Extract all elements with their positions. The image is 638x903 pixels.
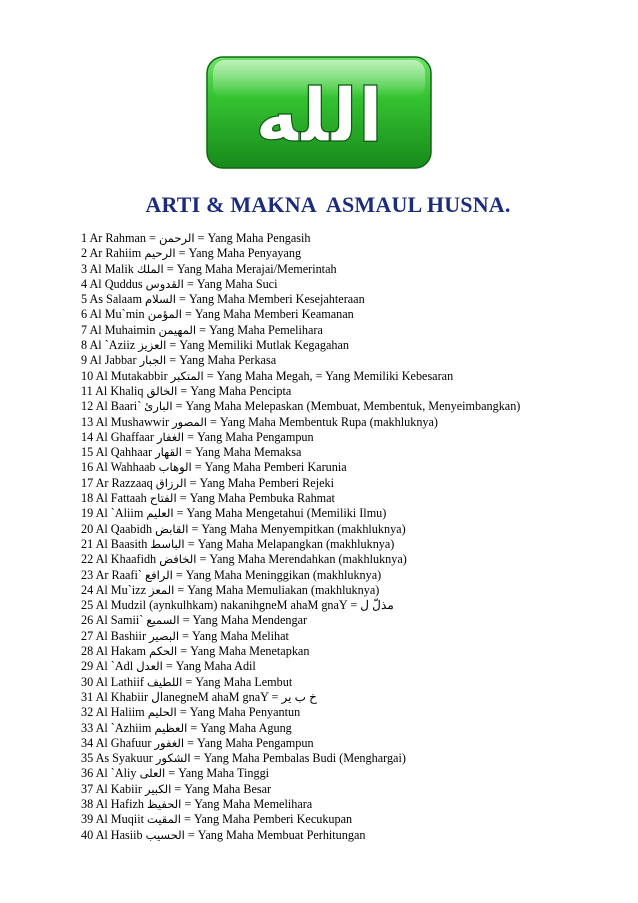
asmaul-husna-list xyxy=(81,231,621,843)
item-meaning: = Yang Maha Merajai/Memerintah xyxy=(166,261,337,276)
allah-calligraphy-logo xyxy=(205,55,433,170)
list-item xyxy=(81,476,621,491)
item-name: Ar Rahiim xyxy=(89,246,142,261)
item-name: Al Ghafuur xyxy=(95,735,152,750)
list-item xyxy=(81,828,621,843)
item-number: 14 xyxy=(81,429,94,444)
item-number: 11 xyxy=(81,383,93,398)
item-name: Al Khaafidh xyxy=(95,552,157,567)
list-item xyxy=(81,751,621,766)
item-meaning: = Yang Maha Pemberi Rejeki xyxy=(189,475,334,490)
item-number: 29 xyxy=(81,659,94,674)
item-arabic: الشكور xyxy=(155,751,191,766)
item-arabic: الوهاب xyxy=(158,460,192,475)
item-name: Al Khabiir xyxy=(95,689,149,704)
item-name: Ar Rahman = xyxy=(89,231,156,245)
item-meaning: = Yang Maha Penyayang xyxy=(178,246,302,261)
item-name: Al `Azhiim xyxy=(95,720,152,735)
list-item xyxy=(81,721,621,736)
item-name: Al Mudzil xyxy=(95,598,147,613)
page-title: ARTI & MAKNA ASMAUL HUSNA. xyxy=(145,192,511,217)
item-name: Al Ghaffaar xyxy=(95,429,154,444)
item-name: As Salaam xyxy=(89,292,142,307)
item-name: Al Hasiib xyxy=(95,827,143,842)
item-name: Al Qahhaar xyxy=(95,445,153,460)
item-name: Al Bashiir xyxy=(95,628,147,643)
list-item xyxy=(81,491,621,506)
list-item xyxy=(81,766,621,781)
item-meaning: = Yang Maha Meninggikan (makhluknya) xyxy=(175,567,382,582)
item-name: Al Hafizh xyxy=(95,796,144,811)
item-name: Al Malik xyxy=(89,261,134,276)
item-arabic: المعز xyxy=(149,582,175,597)
item-arabic: الحسيب xyxy=(145,827,185,842)
list-item xyxy=(81,323,621,338)
item-name: Al Mutakabbir xyxy=(95,368,168,383)
item-name: Al Muqiit xyxy=(95,812,144,827)
item-number: 1 xyxy=(81,231,88,245)
item-arabic: العدل xyxy=(136,659,163,674)
item-name: Al Mu`izz xyxy=(95,582,146,597)
item-number: 28 xyxy=(81,644,94,659)
item-name: Al Baasith xyxy=(95,536,148,551)
item-name: Al `Aliim xyxy=(95,506,144,521)
item-number: 31 xyxy=(81,689,94,704)
item-arabic: الرافع xyxy=(144,567,173,582)
item-name: Al Hakam xyxy=(95,644,146,659)
item-number: 4 xyxy=(81,276,88,291)
item-meaning: = Yang Maha Membuat Perhitungan xyxy=(187,827,366,842)
item-name: Al Baari` xyxy=(95,399,142,414)
item-arabic: الحكم xyxy=(149,644,178,659)
item-name: Al Haliim xyxy=(95,705,145,720)
item-arabic: البصير xyxy=(149,628,180,643)
item-number: 2 xyxy=(81,246,88,261)
item-arabic: العلى xyxy=(139,766,166,781)
item-name: Al Qaabidh xyxy=(95,521,153,536)
item-arabic: العظيم xyxy=(154,720,188,735)
item-meaning: = Yang Maha Lembut xyxy=(185,674,293,689)
item-arabic: المصور xyxy=(172,414,207,429)
item-number: 15 xyxy=(81,445,94,460)
item-number: 23 xyxy=(81,567,94,582)
list-item xyxy=(81,690,621,705)
item-meaning: = Yang Maha Pencipta xyxy=(180,383,292,398)
item-meaning: = Yang Maha Memelihara xyxy=(184,796,313,811)
item-number: 24 xyxy=(81,582,94,597)
item-arabic: المؤمن xyxy=(147,307,182,322)
list-item xyxy=(81,552,621,567)
item-arabic: الملك xyxy=(136,261,164,276)
item-meaning: = Yang Maha Pengampun xyxy=(187,735,314,750)
item-arabic: الحليم xyxy=(147,705,177,720)
item-number: 9 xyxy=(81,353,88,368)
item-meaning: = Yang Maha Melapangkan (makhluknya) xyxy=(187,536,395,551)
item-number: 12 xyxy=(81,399,94,414)
item-meaning: = Yang Maha Mengetahui (Memiliki Ilmu) xyxy=(176,506,387,521)
item-name: As Syakuur xyxy=(95,751,153,766)
list-item xyxy=(81,782,621,797)
item-meaning: = Yang Maha Pengampun xyxy=(187,429,314,444)
item-name: Al Lathiif xyxy=(95,674,144,689)
list-item xyxy=(81,568,621,583)
item-arabic: الرزاق xyxy=(155,475,187,490)
item-meaning: = Yang Maha Penyantun xyxy=(179,705,301,720)
list-item xyxy=(81,353,621,368)
item-arabic: السميع xyxy=(146,613,180,628)
item-number: 6 xyxy=(81,307,88,322)
item-meaning: = Yang Maha Memaksa xyxy=(185,445,302,460)
item-meaning: = Yang Maha Mendengar xyxy=(182,613,308,628)
item-name: Al Quddus xyxy=(89,276,143,291)
item-arabic: العزيز xyxy=(138,338,167,353)
list-item xyxy=(81,598,621,613)
list-item xyxy=(81,277,621,292)
item-meaning: = Yang Maha Memberi Keamanan xyxy=(184,307,354,322)
list-item xyxy=(81,613,621,628)
list-item xyxy=(81,659,621,674)
list-item xyxy=(81,644,621,659)
item-arabic: المهيمن xyxy=(158,322,197,337)
item-arabic: الحفيظ xyxy=(147,796,182,811)
item-meaning: = Yang Maha Menyempitkan (makhluknya) xyxy=(191,521,406,536)
item-number: 22 xyxy=(81,552,94,567)
item-name: Al Wahhaab xyxy=(95,460,156,475)
item-arabic: الخافض xyxy=(159,552,197,567)
item-number: 7 xyxy=(81,322,88,337)
item-meaning: = Yang Maha Merendahkan (makhluknya) xyxy=(199,552,407,567)
list-item xyxy=(81,522,621,537)
list-item xyxy=(81,537,621,552)
item-arabic: السلام xyxy=(144,292,176,307)
item-meaning: = Yang Maha Pembalas Budi (Menghargai) xyxy=(193,751,406,766)
item-name: Al Jabbar xyxy=(89,353,137,368)
item-meaning: = Yang Maha Suci xyxy=(186,276,278,291)
item-number: 38 xyxy=(81,796,94,811)
item-meaning: = Yang Maha Menetapkan xyxy=(180,644,310,659)
item-meaning: = Yang Maha Melihat xyxy=(182,628,289,643)
list-item xyxy=(81,629,621,644)
list-item xyxy=(81,430,621,445)
item-number: 10 xyxy=(81,368,94,383)
item-name: Ar Razzaaq xyxy=(95,475,153,490)
item-arabic: المقيت xyxy=(147,812,181,827)
item-meaning: = Yang Maha Adil xyxy=(165,659,256,674)
item-name: Al Kabiir xyxy=(95,781,142,796)
item-number: 37 xyxy=(81,781,94,796)
list-item xyxy=(81,231,621,246)
item-arabic: الرحيم xyxy=(144,246,176,261)
list-item xyxy=(81,675,621,690)
list-item xyxy=(81,399,621,414)
item-number: 19 xyxy=(81,506,94,521)
item-name: Al `Aliy xyxy=(95,766,137,781)
item-number: 21 xyxy=(81,536,94,551)
item-number: 25 xyxy=(81,598,94,613)
item-arabic: الغفور xyxy=(154,735,185,750)
item-name: Ar Raafi` xyxy=(95,567,142,582)
item-name: Al Fattaah xyxy=(95,491,147,506)
item-number: 5 xyxy=(81,292,88,307)
item-meaning: = Yang Maha Memberi Kesejahteraan xyxy=(178,292,365,307)
item-arabic: المتكبر xyxy=(170,368,204,383)
item-arabic: القدوس xyxy=(145,276,184,291)
item-arabic: الفتاح xyxy=(149,491,177,506)
list-item xyxy=(81,460,621,475)
item-number: 26 xyxy=(81,613,94,628)
item-number: 32 xyxy=(81,705,94,720)
list-item xyxy=(81,384,621,399)
item-name: Al Mu`min xyxy=(89,307,145,322)
list-item xyxy=(81,369,621,384)
logo-glyph: الله xyxy=(254,73,384,159)
item-meaning: = Yang Maha Besar xyxy=(174,781,272,796)
item-arabic: الخالق xyxy=(146,383,178,398)
item-meaning: = Yang Maha Memuliakan (makhluknya) xyxy=(177,582,380,597)
item-meaning: = Yang Maha Membentuk Rupa (makhluknya) xyxy=(209,414,438,429)
item-name: Al Khaliq xyxy=(95,383,144,398)
item-number: 27 xyxy=(81,628,94,643)
list-item xyxy=(81,246,621,261)
list-item xyxy=(81,812,621,827)
item-meaning: = Yang Memiliki Mutlak Kegagahan xyxy=(169,338,350,353)
item-arabic: القابض xyxy=(155,521,189,536)
item-arabic: الباسط xyxy=(150,536,185,551)
item-meaning: ال​anegneM ahaM gnaY = خ ب ير xyxy=(151,689,317,704)
item-number: 8 xyxy=(81,338,88,353)
item-name: Al Samii` xyxy=(95,613,144,628)
item-number: 30 xyxy=(81,674,94,689)
item-meaning: = Yang Maha Tinggi xyxy=(168,766,270,781)
item-number: 39 xyxy=(81,812,94,827)
item-arabic: الجبار xyxy=(139,353,167,368)
item-number: 16 xyxy=(81,460,94,475)
list-item xyxy=(81,506,621,521)
item-meaning: (aynkulhkam) nakanihgneM ahaM gnaY = مذلّ ل xyxy=(149,598,394,613)
list-item xyxy=(81,338,621,353)
item-meaning: = Yang Maha Pemberi Kecukupan xyxy=(184,812,353,827)
item-arabic: الرحمن xyxy=(158,231,195,245)
list-item xyxy=(81,445,621,460)
list-item xyxy=(81,292,621,307)
list-item xyxy=(81,736,621,751)
list-item xyxy=(81,262,621,277)
item-meaning: = Yang Maha Megah, = Yang Memiliki Kebesaran xyxy=(206,368,454,383)
item-number: 33 xyxy=(81,720,94,735)
item-meaning: = Yang Maha Perkasa xyxy=(169,353,277,368)
list-item xyxy=(81,307,621,322)
item-number: 18 xyxy=(81,491,94,506)
item-meaning: = Yang Maha Pemberi Karunia xyxy=(194,460,347,475)
item-number: 34 xyxy=(81,735,94,750)
item-meaning: = Yang Maha Pengasih xyxy=(197,231,311,245)
list-item xyxy=(81,583,621,598)
item-arabic: القهار xyxy=(155,445,182,460)
item-number: 17 xyxy=(81,475,94,490)
item-arabic: اللطيف xyxy=(147,674,183,689)
item-name: Al Mushawwir xyxy=(95,414,170,429)
item-arabic: البارئ xyxy=(144,399,173,414)
item-number: 40 xyxy=(81,827,94,842)
item-arabic: العليم xyxy=(146,506,174,521)
item-number: 3 xyxy=(81,261,88,276)
list-item xyxy=(81,797,621,812)
item-number: 35 xyxy=(81,751,94,766)
item-arabic: الكبير xyxy=(144,781,172,796)
item-meaning: = Yang Maha Melepaskan (Membuat, Membentuk, Menyeimbangkan) xyxy=(175,399,521,414)
list-item xyxy=(81,415,621,430)
item-meaning: = Yang Maha Pemelihara xyxy=(199,322,323,337)
item-name: Al `Aziiz xyxy=(89,338,136,353)
item-meaning: = Yang Maha Pembuka Rahmat xyxy=(179,491,335,506)
item-number: 36 xyxy=(81,766,94,781)
item-number: 13 xyxy=(81,414,94,429)
item-meaning: = Yang Maha Agung xyxy=(190,720,292,735)
list-item xyxy=(81,705,621,720)
item-name: Al Muhaimin xyxy=(89,322,156,337)
item-number: 20 xyxy=(81,521,94,536)
item-arabic: الغفار xyxy=(156,429,185,444)
item-name: Al `Adl xyxy=(95,659,134,674)
